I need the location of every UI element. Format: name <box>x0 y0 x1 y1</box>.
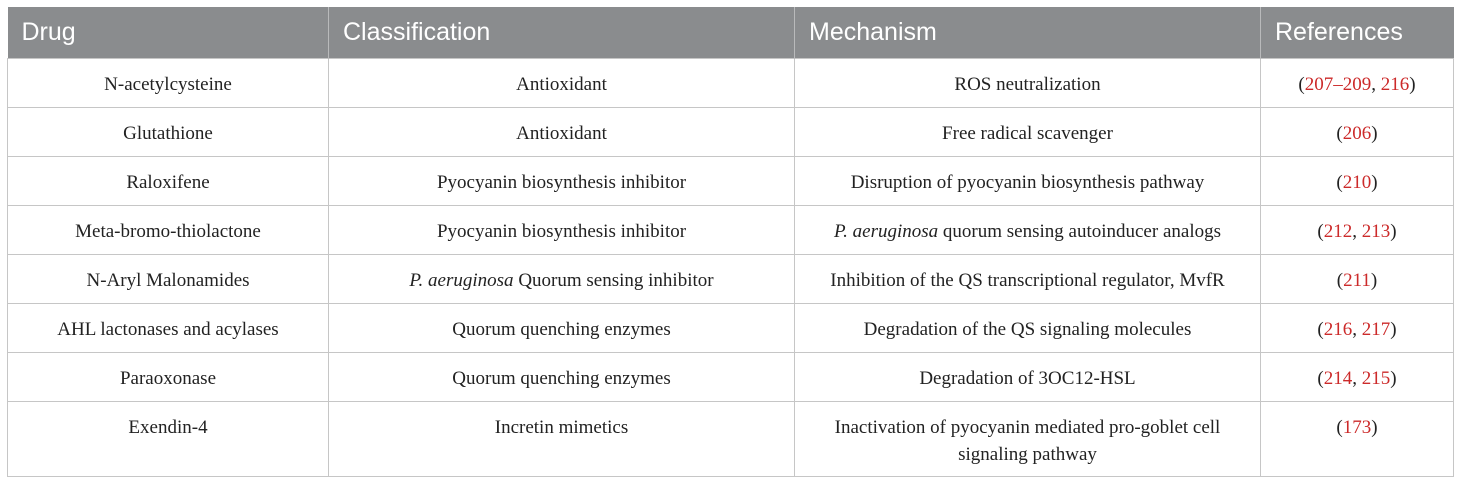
mechanism-cell <box>795 402 1261 477</box>
ref-close: ) <box>1371 417 1378 438</box>
mechanism-cell: ROS neutralization <box>795 59 1261 108</box>
species-name: P. aeruginosa <box>409 270 514 291</box>
mechanism-cell: Degradation of 3OC12-HSL <box>795 353 1261 402</box>
table-row <box>8 353 1454 402</box>
mechanism-cell <box>795 206 1261 255</box>
table-row <box>8 157 1454 206</box>
ref-separator: , <box>1352 221 1362 242</box>
references-cell <box>1261 59 1454 108</box>
header-mechanism: Mechanism <box>795 7 1261 59</box>
references-cell <box>1261 157 1454 206</box>
drug-table-container <box>7 7 1453 477</box>
classification-cell: Quorum quenching enzymes <box>329 353 795 402</box>
ref-separator: , <box>1371 74 1381 95</box>
drug-cell: Meta-bromo-thiolactone <box>8 206 329 255</box>
ref-open: ( <box>1336 270 1344 291</box>
classification-cell: Incretin mimetics <box>329 402 795 477</box>
table-row <box>8 402 1454 477</box>
ref-open: ( <box>1317 221 1324 242</box>
mechanism-text: quorum sensing autoinducer analogs <box>938 221 1221 242</box>
reference-link[interactable]: 210 <box>1342 172 1372 193</box>
ref-close: ) <box>1390 368 1397 389</box>
classification-cell: Quorum quenching enzymes <box>329 304 795 353</box>
header-row <box>8 7 1454 59</box>
table-row <box>8 108 1454 157</box>
drug-cell: Glutathione <box>8 108 329 157</box>
table-row <box>8 255 1454 304</box>
drug-cell: N-Aryl Malonamides <box>8 255 329 304</box>
ref-open: ( <box>1298 74 1305 95</box>
drug-cell: Paraoxonase <box>8 353 329 402</box>
references-cell <box>1261 206 1454 255</box>
mechanism-line-2: signaling pathway <box>958 444 1097 465</box>
mechanism-line-1: Inactivation of pyocyanin mediated pro-goblet cell <box>834 417 1221 438</box>
reference-link[interactable]: 214 <box>1323 368 1353 389</box>
classification-cell: Pyocyanin biosynthesis inhibitor <box>329 157 795 206</box>
drug-cell: Exendin-4 <box>8 402 329 477</box>
references-cell <box>1261 353 1454 402</box>
header-classification: Classification <box>329 7 795 59</box>
reference-link[interactable]: 211 <box>1343 270 1371 291</box>
references-cell <box>1261 108 1454 157</box>
mechanism-cell: Free radical scavenger <box>795 108 1261 157</box>
mechanism-cell: Degradation of the QS signaling molecules <box>795 304 1261 353</box>
references-cell <box>1261 255 1454 304</box>
ref-separator: , <box>1352 319 1362 340</box>
ref-open: ( <box>1317 368 1324 389</box>
ref-open: ( <box>1336 123 1343 144</box>
classification-cell: Pyocyanin biosynthesis inhibitor <box>329 206 795 255</box>
reference-link[interactable]: 215 <box>1361 368 1391 389</box>
ref-open: ( <box>1336 417 1343 438</box>
table-row <box>8 206 1454 255</box>
species-name: P. aeruginosa <box>833 221 939 242</box>
mechanism-cell: Inhibition of the QS transcriptional regulator, MvfR <box>795 255 1261 304</box>
drug-table <box>7 7 1454 477</box>
ref-close: ) <box>1371 172 1378 193</box>
ref-separator: , <box>1352 368 1362 389</box>
ref-close: ) <box>1371 123 1378 144</box>
reference-link[interactable]: 213 <box>1361 221 1391 242</box>
reference-link[interactable]: 207–209 <box>1304 74 1372 95</box>
drug-cell: AHL lactonases and acylases <box>8 304 329 353</box>
ref-open: ( <box>1317 319 1324 340</box>
reference-link[interactable]: 217 <box>1361 319 1391 340</box>
classification-cell: Antioxidant <box>329 108 795 157</box>
references-cell <box>1261 402 1454 477</box>
reference-link[interactable]: 216 <box>1323 319 1353 340</box>
mechanism-cell: Disruption of pyocyanin biosynthesis pathway <box>795 157 1261 206</box>
ref-open: ( <box>1336 172 1343 193</box>
reference-link[interactable]: 212 <box>1323 221 1353 242</box>
header-drug: Drug <box>8 7 329 59</box>
classification-text: Quorum sensing inhibitor <box>513 270 714 291</box>
ref-close: ) <box>1390 319 1397 340</box>
header-references: References <box>1261 7 1454 59</box>
drug-cell: Raloxifene <box>8 157 329 206</box>
classification-cell <box>329 255 795 304</box>
ref-close: ) <box>1370 270 1378 291</box>
references-cell <box>1261 304 1454 353</box>
reference-link[interactable]: 206 <box>1342 123 1372 144</box>
classification-cell: Antioxidant <box>329 59 795 108</box>
reference-link[interactable]: 173 <box>1342 417 1372 438</box>
reference-link[interactable]: 216 <box>1380 74 1410 95</box>
table-row <box>8 304 1454 353</box>
ref-close: ) <box>1409 74 1416 95</box>
ref-close: ) <box>1390 221 1397 242</box>
drug-cell: N-acetylcysteine <box>8 59 329 108</box>
table-row <box>8 59 1454 108</box>
